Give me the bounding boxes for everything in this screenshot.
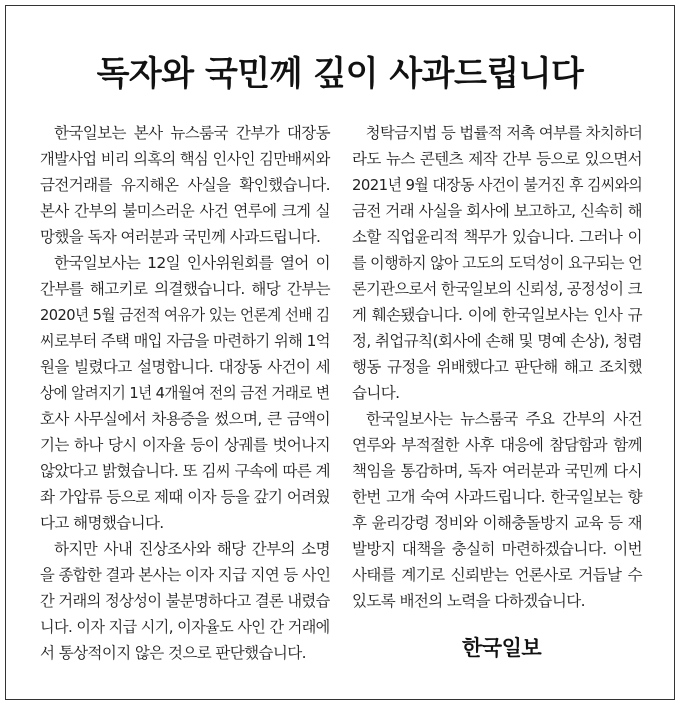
body-line: 있도록 배전의 노력을 다하겠습니다.	[352, 592, 585, 610]
body-line: 연루와 부적절한 사후 대응에 참담함과 함께	[352, 436, 642, 454]
body-line: 한국일보사는 12일 인사위원회를 열어 이	[54, 254, 330, 272]
paragraph	[352, 406, 642, 614]
paragraph	[40, 120, 330, 250]
body-line: 금전 거래 사실을 회사에 보고하고, 신속히 해	[352, 202, 642, 220]
body-line: 책임을 통감하며, 독자 여러분과 국민께 다시	[352, 462, 642, 480]
body-line: 서 통상적이지 않은 것으로 판단했습니다.	[40, 644, 306, 662]
body-line: 금전거래를 유지해온 사실을 확인했습니다.	[40, 176, 330, 194]
paragraph	[40, 250, 330, 536]
body-line: 론기관으로서 한국일보의 신뢰성, 공정성이 크	[352, 280, 642, 298]
body-line: 망했을 독자 여러분과 국민께 사과드립니다.	[40, 228, 321, 246]
body-line: 한국일보사는 뉴스룸국 주요 간부의 사건	[366, 410, 642, 428]
body-line: 기는 하나 당시 이자율 등이 상궤를 벗어나지	[40, 436, 330, 454]
body-line: 청탁금지법 등 법률적 저촉 여부를 차치하더	[365, 124, 643, 142]
body-line: 니다. 이자 지급 시기, 이자율도 사인 간 거래에	[40, 618, 330, 636]
body-line: 개발사업 비리 의혹의 핵심 인사인 김만배씨와	[40, 150, 330, 168]
body-line: 후 윤리강령 정비와 이해충돌방지 교육 등 재	[352, 514, 642, 532]
body-line: 2021년 9월 대장동 사건이 불거진 후 김씨와의	[352, 176, 643, 194]
body-line: 상에 알려지기 1년 4개월여 전의 금전 거래로 변	[40, 384, 330, 402]
body-line: 2020년 5월 금전적 여유가 있는 언론계 선배 김	[40, 306, 330, 324]
body-line: 습니다.	[352, 384, 400, 402]
left-column	[40, 120, 330, 666]
body-line: 정, 취업규칙(회사에 손해 및 명예 손상), 청렴	[352, 332, 642, 350]
body-line: 간부를 해고키로 의결했습니다. 해당 간부는	[40, 280, 330, 298]
body-line: 좌 가압류 등으로 제때 이자 등을 갚기 어려웠	[40, 488, 330, 506]
body-line: 한번 고개 숙여 사과드립니다. 한국일보는 향	[352, 488, 642, 506]
body-line: 호사 사무실에서 차용증을 썼으며, 큰 금액이	[40, 410, 330, 428]
body-line: 본사 간부의 불미스러운 사건 연루에 크게 실	[40, 202, 330, 220]
paragraph	[40, 536, 330, 666]
body-line: 한국일보는 본사 뉴스룸국 간부가 대장동	[54, 124, 330, 142]
body-line: 간 거래의 정상성이 불분명하다고 결론 내렸습	[40, 592, 330, 610]
notice-title: 독자와 국민께 깊이 사과드립니다	[96, 54, 584, 94]
body-line: 을 종합한 결과 본사는 이자 지급 지연 등 사인	[40, 566, 331, 584]
signature: 한국일보	[462, 636, 542, 660]
body-line: 발방지 대책을 충실히 마련하겠습니다. 이번	[352, 540, 642, 558]
body-line: 행동 규정을 위배했다고 판단해 해고 조치했	[352, 358, 642, 376]
body-line: 라도 뉴스 콘텐츠 제작 간부 등으로 있으면서	[352, 150, 642, 168]
body-line: 사태를 계기로 신뢰받는 언론사로 거듭날 수	[352, 566, 642, 584]
paragraph	[352, 120, 642, 406]
body-line: 하지만 사내 진상조사와 해당 간부의 소명	[54, 540, 330, 558]
body-line: 않았다고 밝혔습니다. 또 김씨 구속에 따른 계	[40, 462, 330, 480]
body-line: 게 훼손됐습니다. 이에 한국일보사는 인사 규	[352, 306, 642, 324]
body-line: 를 이행하지 않아 고도의 도덕성이 요구되는 언	[352, 254, 643, 272]
body-line: 씨로부터 주택 매입 자금을 마련하기 위해 1억	[40, 332, 330, 350]
body-line: 다고 해명했습니다.	[40, 514, 164, 532]
body-line: 원을 빌렸다고 설명합니다. 대장동 사건이 세	[40, 358, 330, 376]
body-line: 소할 직업윤리적 책무가 있습니다. 그러나 이	[352, 228, 642, 246]
right-column	[352, 120, 642, 614]
